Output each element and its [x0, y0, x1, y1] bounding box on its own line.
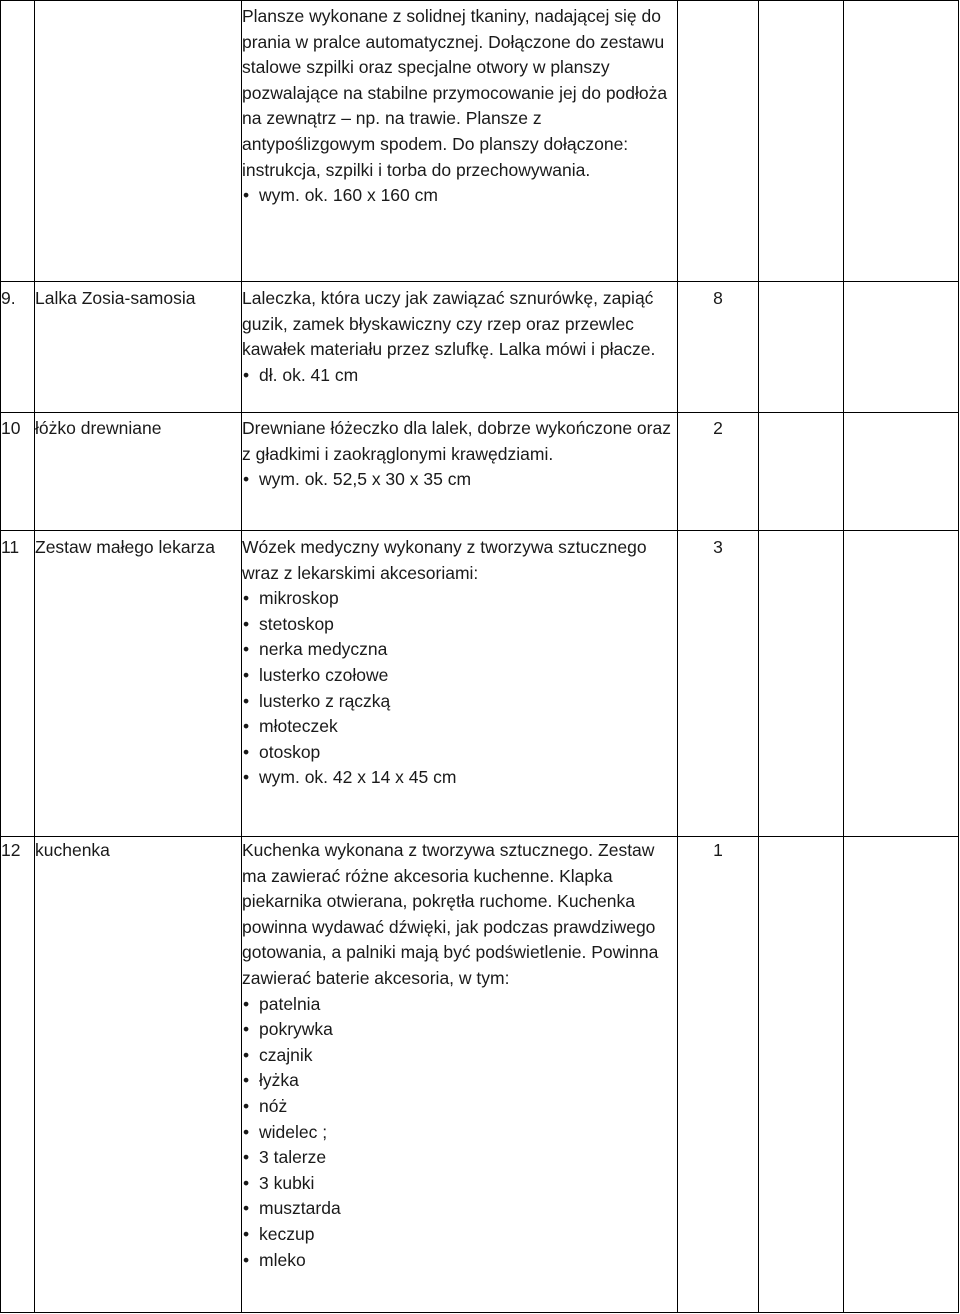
- row-name-cell: [35, 837, 242, 1313]
- row-description: Kuchenka wykonana z tworzywa sztucznego. Zestaw ma zawierać różne akcesoria kuchenne. Klapka piekarnika otwierana, pokrętła ruchome. Kuchenka powinna wydawać dźwięki, jak podczas prawdziwego gotowania, a palniki mają być podświetlenie. Powinna zawierać baterie akcesoria, w tym:: [242, 840, 659, 988]
- list-item: • wym. ok. 42 x 14 x 45 cm: [242, 765, 677, 791]
- list-item: • keczup: [242, 1222, 677, 1248]
- row-number: 9.: [1, 288, 16, 308]
- list-item: • 3 talerze: [242, 1145, 677, 1171]
- row-number: 12: [1, 840, 21, 860]
- row-number: 11: [1, 537, 20, 557]
- list-item: • lusterko czołowe: [242, 663, 677, 689]
- empty-cell: [759, 1, 844, 282]
- row-description: Wózek medyczny wykonany z tworzywa sztucznego wraz z lekarskimi akcesoriami:: [242, 537, 647, 583]
- list-item: • musztarda: [242, 1196, 677, 1222]
- row-quantity-cell: [678, 1, 759, 282]
- row-description-cell: [242, 531, 678, 837]
- row-bullet-list: [242, 586, 677, 791]
- list-item: • łyżka: [242, 1068, 677, 1094]
- table-row: [1, 1, 959, 282]
- list-item: • mleko: [242, 1248, 677, 1274]
- empty-cell: [844, 282, 959, 413]
- list-item: • nóż: [242, 1094, 677, 1120]
- row-quantity-cell: [678, 837, 759, 1313]
- list-item: • mikroskop: [242, 586, 677, 612]
- row-bullet-list: [242, 992, 677, 1274]
- row-description: Plansze wykonane z solidnej tkaniny, nadającej się do prania w pralce automatycznej. Dołączone do zestawu stalowe szpilki oraz specjalne otwory w planszy pozwalające na stabilne przymocowanie jej do podłoża na zewnątrz – np. na trawie. Plansze z antypoślizgowym spodem. Do planszy dołączone: instrukcja, szpilki i torba do przechowywania.: [242, 6, 668, 180]
- row-name: kuchenka: [35, 840, 110, 860]
- list-item: • czajnik: [242, 1043, 677, 1069]
- row-bullet-list: [242, 183, 677, 209]
- empty-cell: [759, 837, 844, 1313]
- row-bullet-list: [242, 467, 677, 493]
- row-number-cell: [1, 413, 35, 531]
- table-row: [1, 837, 959, 1313]
- row-bullet-list: [242, 363, 677, 389]
- row-name-cell: [35, 531, 242, 837]
- row-quantity-cell: [678, 413, 759, 531]
- list-item: • nerka medyczna: [242, 637, 677, 663]
- row-quantity: 8: [713, 288, 723, 308]
- table-row: [1, 413, 959, 531]
- row-number-cell: [1, 282, 35, 413]
- row-name-cell: [35, 1, 242, 282]
- row-quantity: 2: [713, 418, 723, 438]
- row-description: Laleczka, która uczy jak zawiązać sznurówkę, zapiąć guzik, zamek błyskawiczny czy rzep oraz przewlec kawałek materiału przez szlufkę. Lalka mówi i płacze.: [242, 288, 656, 360]
- list-item: • patelnia: [242, 992, 677, 1018]
- list-item: • pokrywka: [242, 1017, 677, 1043]
- row-number-cell: [1, 1, 35, 282]
- list-item: • 3 kubki: [242, 1171, 677, 1197]
- row-quantity: 1: [713, 840, 723, 860]
- empty-cell: [759, 282, 844, 413]
- row-number: 10: [1, 418, 21, 438]
- row-description-cell: [242, 1, 678, 282]
- row-description-cell: [242, 837, 678, 1313]
- table-row: [1, 282, 959, 413]
- row-name: Zestaw małego lekarza: [35, 537, 215, 557]
- empty-cell: [844, 531, 959, 837]
- empty-cell: [844, 413, 959, 531]
- row-number-cell: [1, 837, 35, 1313]
- row-quantity: 3: [713, 537, 723, 557]
- list-item: • widelec ;: [242, 1120, 677, 1146]
- list-item: • wym. ok. 52,5 x 30 x 35 cm: [242, 467, 677, 493]
- row-name-cell: [35, 413, 242, 531]
- empty-cell: [759, 413, 844, 531]
- list-item: • lusterko z rączką: [242, 689, 677, 715]
- row-name-cell: [35, 282, 242, 413]
- list-item: • wym. ok. 160 x 160 cm: [242, 183, 677, 209]
- list-item: • młoteczek: [242, 714, 677, 740]
- row-number-cell: [1, 531, 35, 837]
- list-item: • stetoskop: [242, 612, 677, 638]
- list-item: • dł. ok. 41 cm: [242, 363, 677, 389]
- row-description-cell: [242, 413, 678, 531]
- row-name: łóżko drewniane: [35, 418, 162, 438]
- row-description: Drewniane łóżeczko dla lalek, dobrze wykończone oraz z gładkimi i zaokrąglonymi krawędziami.: [242, 418, 671, 464]
- empty-cell: [844, 1, 959, 282]
- row-description-cell: [242, 282, 678, 413]
- row-quantity-cell: [678, 282, 759, 413]
- table-row: [1, 531, 959, 837]
- empty-cell: [759, 531, 844, 837]
- empty-cell: [844, 837, 959, 1313]
- list-item: • otoskop: [242, 740, 677, 766]
- row-name: Lalka Zosia-samosia: [35, 288, 196, 308]
- row-quantity-cell: [678, 531, 759, 837]
